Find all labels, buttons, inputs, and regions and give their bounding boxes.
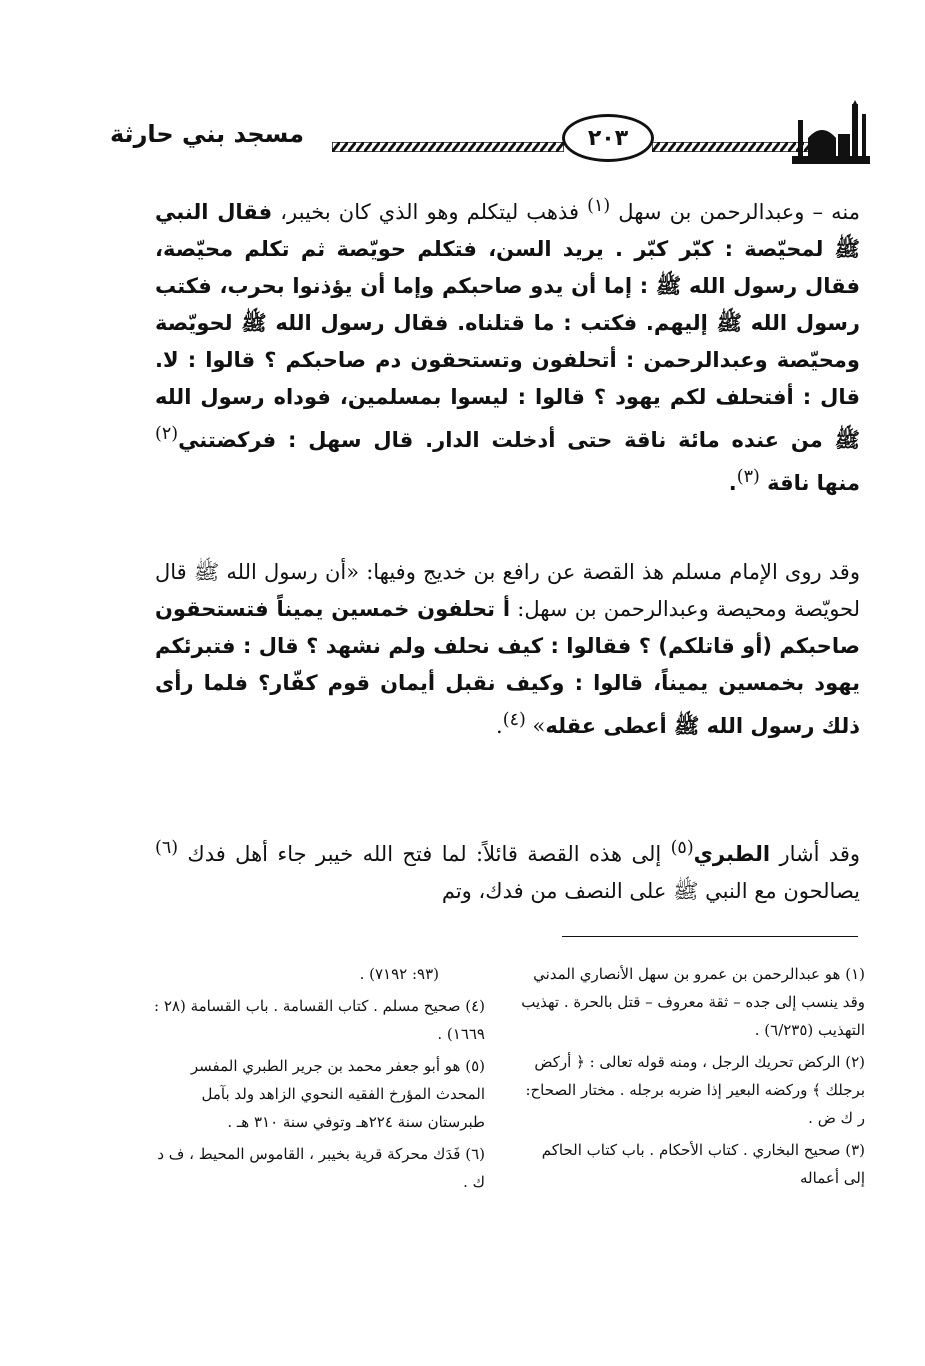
footnote-number: (٦) (465, 1145, 485, 1163)
footnotes-right-column (520, 960, 865, 1196)
hadith-text: فقال النبي ﷺ لمحيّصة : كبّر كبّر . يريد السن، فتكلم حويّصة ثم تكلم محيّصة، فقال رسول الله ﷺ : إما أن يدو صاحبكم وإما أن يؤذنوا بحرب، فكتب رسول الله ﷺ إليهم. فكتب : ما قتلناه. فقال رسول الله ﷺ لحويّصة ومحيّصة وعبدالرحمن : أتحلفون وتستحقون دم صاحبكم ؟ قالوا : لا. قال : أفتحلف لكم يهود ؟ قالوا : ليسوا بمسلمين، فوداه رسول الله ﷺ من عنده مائة ناقة حتى أدخلت الدار. قال سهل : فركضتني (155, 200, 860, 452)
footnote-number: (٣) (845, 1141, 865, 1159)
text-run: فذهب ليتكلم وهو الذي كان بخيبر، (272, 200, 588, 224)
footnote-marker: (٥) (670, 838, 694, 858)
footnote-4 (150, 992, 485, 1048)
text-run: يصالحون مع النبي ﷺ على النصف من فدك، وتم (441, 879, 860, 903)
page-header (110, 100, 870, 170)
footnote-text: صحيح البخاري . كتاب الأحكام . باب كتاب الحاكم إلى أعماله (541, 1141, 865, 1187)
text-run: إلى هذه القصة قائلاً: لما فتح الله خيبر جاء أهل فدك (178, 842, 671, 866)
footnotes-left-column (150, 960, 485, 1200)
rope-ornament-right (652, 142, 824, 152)
footnote-6 (150, 1140, 485, 1196)
footnote-number: (٤) (465, 997, 485, 1015)
page-number: ٢٠٣ (562, 114, 654, 162)
footnote-1 (520, 960, 865, 1044)
hadith-text: منها ناقة (759, 471, 860, 495)
footnote-marker: (١) (587, 196, 611, 216)
book-title: مسجد بني حارثة (110, 120, 304, 148)
text-run: منه – وعبدالرحمن بن سهل (610, 200, 860, 224)
footnote-text: هو عبدالرحمن بن عمرو بن سهل الأنصاري المدني وقد ينسب إلى جده – ثقة معروف – قتل بالحرة . تهذيب التهذيب (٦/٢٣٥) . (521, 965, 865, 1039)
footnote-number: (٢) (845, 1053, 865, 1071)
footnote-3-continuation: (٩٣: ٧١٩٢) . (359, 965, 439, 983)
footnote-5 (150, 1052, 485, 1136)
paragraph-3 (155, 830, 860, 910)
paragraph-1 (155, 188, 860, 502)
footnote-marker: (٣) (736, 467, 760, 487)
footnote-divider (562, 936, 858, 937)
footnote-3 (520, 1136, 865, 1192)
author-name: الطبري (693, 842, 771, 866)
footnote-number: (١) (845, 965, 865, 983)
paragraph-2 (155, 554, 860, 745)
hadith-text: أ تحلفون خمسين يميناً فتستحقون صاحبكم (أو قاتلكم) ؟ فقالوا : كيف نحلف ولم نشهد ؟ قال : فتبرئكم يهود بخمسين يميناً، قالوا : وكيف نقبل أيمان قوم كفّار؟ فلما رأى ذلك رسول الله ﷺ أعطى عقله (155, 597, 860, 738)
footnote-marker: (٦) (155, 838, 179, 858)
text-run: وقد أشار (770, 842, 860, 866)
text-run: . (496, 714, 503, 738)
footnote-2 (520, 1048, 865, 1132)
footnote-marker: (٢) (155, 424, 179, 444)
footnote-text: فَدَك محركة قرية بخيبر ، القاموس المحيط ، ف د ك . (157, 1145, 485, 1191)
text-run: . (728, 471, 737, 495)
rope-ornament-left (332, 142, 564, 152)
mosque-logo-icon (792, 100, 870, 166)
footnote-number: (٥) (465, 1057, 485, 1075)
footnote-text: هو أبو جعفر محمد بن جرير الطبري المفسر المحدث المؤرخ الفقيه النحوي الزاهد ولد بآمل طبرستان سنة ٢٢٤هـ وتوفي سنة ٣١٠ هـ . (190, 1057, 485, 1131)
text-run: وقد روى الإمام مسلم هذ القصة عن رافع بن خديج وفيها: «أن رسول الله ﷺ قال لحويّصة ومحيصة وعبدالرحمن بن سهل: (155, 560, 860, 621)
footnote-text: الركض تحريك الرجل ، ومنه قوله تعالى : ﴿ أركض برجلك ﴾ وركضه البعير إذا ضربه برجله . مختار الصحاح: ر ك ض . (525, 1053, 865, 1127)
footnote-text: صحيح مسلم . كتاب القسامة . باب القسامة (٢٨ : ١٦٦٩) . (154, 997, 485, 1043)
text-run: » (525, 714, 546, 738)
footnote-marker: (٤) (502, 710, 526, 730)
